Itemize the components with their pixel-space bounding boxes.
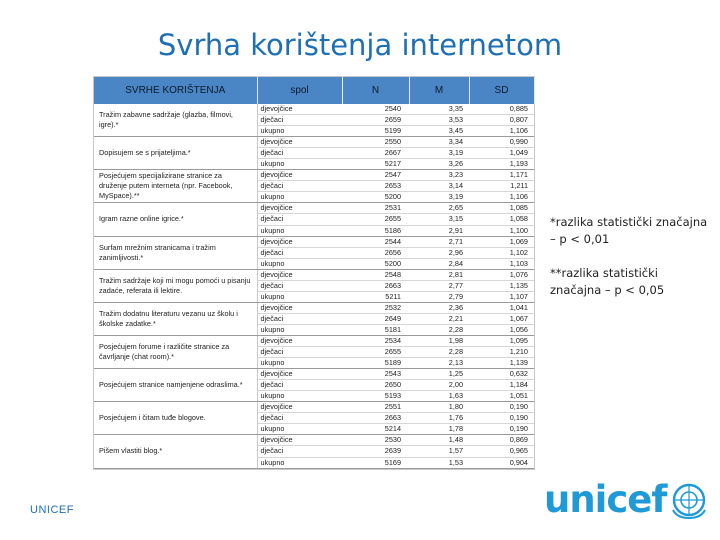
table-row (94, 435, 534, 446)
mean-cell: 2,71 (409, 236, 469, 247)
sd-cell: 1,135 (469, 280, 534, 291)
mean-cell: 1,98 (409, 335, 469, 346)
gender-cell: djevojčice (257, 236, 342, 247)
mean-cell: 1,80 (409, 402, 469, 413)
n-cell: 2548 (342, 269, 409, 280)
gender-cell: ukupno (257, 457, 342, 468)
mean-cell: 1,25 (409, 369, 469, 380)
sd-cell: 1,103 (469, 258, 534, 269)
sd-cell: 1,211 (469, 181, 534, 192)
gender-cell: ukupno (257, 126, 342, 137)
n-cell: 2649 (342, 313, 409, 324)
n-cell: 2653 (342, 181, 409, 192)
mean-cell: 1,53 (409, 457, 469, 468)
gender-cell: ukupno (257, 358, 342, 369)
mean-cell: 2,00 (409, 380, 469, 391)
purpose-label: Surfam mrežnim stranicama i tražim zanimljivosti.* (94, 236, 257, 269)
sd-cell: 1,067 (469, 313, 534, 324)
sd-cell: 1,139 (469, 358, 534, 369)
sd-cell: 1,171 (469, 170, 534, 181)
gender-cell: djevojčice (257, 269, 342, 280)
mean-cell: 3,19 (409, 192, 469, 203)
purpose-label: Dopisujem se s prijateljima.* (94, 137, 257, 170)
purpose-label: Pišem vlastiti blog.* (94, 435, 257, 468)
mean-cell: 3,35 (409, 104, 469, 115)
gender-cell: djevojčice (257, 104, 342, 115)
gender-cell: dječaci (257, 148, 342, 159)
n-cell: 5189 (342, 358, 409, 369)
gender-cell: dječaci (257, 247, 342, 258)
purpose-label: Posjećujem stranice namjenjene odraslima.* (94, 369, 257, 402)
mean-cell: 2,21 (409, 313, 469, 324)
mean-cell: 2,96 (409, 247, 469, 258)
sd-cell: 1,051 (469, 391, 534, 402)
sd-cell: 0,904 (469, 457, 534, 468)
n-cell: 5169 (342, 457, 409, 468)
mean-cell: 2,91 (409, 225, 469, 236)
table-row (94, 104, 534, 115)
table-body (94, 104, 534, 468)
sd-cell: 0,990 (469, 137, 534, 148)
gender-cell: djevojčice (257, 203, 342, 214)
gender-cell: dječaci (257, 347, 342, 358)
mean-cell: 3,53 (409, 115, 469, 126)
significance-notes (550, 214, 710, 299)
gender-cell: ukupno (257, 258, 342, 269)
gender-cell: ukupno (257, 324, 342, 335)
sd-cell: 1,069 (469, 236, 534, 247)
n-cell: 2550 (342, 137, 409, 148)
n-cell: 2551 (342, 402, 409, 413)
gender-cell: djevojčice (257, 170, 342, 181)
gender-cell: dječaci (257, 413, 342, 424)
gender-cell: djevojčice (257, 402, 342, 413)
gender-cell: dječaci (257, 214, 342, 225)
mean-cell: 3,15 (409, 214, 469, 225)
n-cell: 2639 (342, 446, 409, 457)
mean-cell: 2,28 (409, 347, 469, 358)
purpose-label: Posjećujem i čitam tuđe blogove. (94, 402, 257, 435)
purpose-label: Posjećujem specijalizirane stranice za druženje putem interneta (npr. Facebook, MySpace).** (94, 170, 257, 203)
mean-cell: 2,77 (409, 280, 469, 291)
n-cell: 5200 (342, 192, 409, 203)
gender-cell: ukupno (257, 192, 342, 203)
mean-cell: 2,65 (409, 203, 469, 214)
gender-cell: ukupno (257, 159, 342, 170)
sd-cell: 0,807 (469, 115, 534, 126)
n-cell: 2534 (342, 335, 409, 346)
logo-wordmark: unicef (544, 478, 667, 521)
gender-cell: dječaci (257, 446, 342, 457)
header-gender: spol (257, 77, 342, 104)
mean-cell: 1,76 (409, 413, 469, 424)
gender-cell: dječaci (257, 280, 342, 291)
n-cell: 2543 (342, 369, 409, 380)
n-cell: 5186 (342, 225, 409, 236)
n-cell: 5217 (342, 159, 409, 170)
note-p005: **razlika statistički značajna – p < 0,05 (550, 266, 665, 297)
mean-cell: 2,13 (409, 358, 469, 369)
sd-cell: 1,056 (469, 324, 534, 335)
gender-cell: djevojčice (257, 435, 342, 446)
sd-cell: 0,190 (469, 402, 534, 413)
table-row (94, 137, 534, 148)
table-row (94, 170, 534, 181)
table-header-row (94, 77, 534, 104)
note-p001: *razlika statistički značajna – p < 0,01 (550, 215, 708, 246)
n-cell: 2544 (342, 236, 409, 247)
sd-cell: 0,632 (469, 369, 534, 380)
gender-cell: dječaci (257, 181, 342, 192)
mean-cell: 3,14 (409, 181, 469, 192)
mean-cell: 1,63 (409, 391, 469, 402)
sd-cell: 1,100 (469, 225, 534, 236)
sd-cell: 1,193 (469, 159, 534, 170)
n-cell: 2532 (342, 302, 409, 313)
sd-cell: 1,076 (469, 269, 534, 280)
gender-cell: ukupno (257, 291, 342, 302)
header-n: N (342, 77, 409, 104)
mean-cell: 3,34 (409, 137, 469, 148)
n-cell: 2650 (342, 380, 409, 391)
table-row (94, 402, 534, 413)
n-cell: 2663 (342, 280, 409, 291)
n-cell: 5199 (342, 126, 409, 137)
n-cell: 5211 (342, 291, 409, 302)
gender-cell: dječaci (257, 380, 342, 391)
mean-cell: 1,48 (409, 435, 469, 446)
sd-cell: 1,102 (469, 247, 534, 258)
header-purpose: SVRHE KORIŠTENJA (94, 77, 257, 104)
sd-cell: 0,965 (469, 446, 534, 457)
gender-cell: djevojčice (257, 335, 342, 346)
mean-cell: 3,19 (409, 148, 469, 159)
table-row (94, 203, 534, 214)
statistics-table (94, 77, 535, 469)
gender-cell: djevojčice (257, 369, 342, 380)
table-row (94, 269, 534, 280)
statistics-table-container (93, 76, 535, 470)
mean-cell: 2,79 (409, 291, 469, 302)
n-cell: 5181 (342, 324, 409, 335)
sd-cell: 0,190 (469, 424, 534, 435)
gender-cell: djevojčice (257, 137, 342, 148)
purpose-label: Igram razne online igrice.* (94, 203, 257, 236)
n-cell: 2656 (342, 247, 409, 258)
n-cell: 2531 (342, 203, 409, 214)
sd-cell: 1,107 (469, 291, 534, 302)
footer-label: UNICEF (30, 504, 74, 516)
sd-cell: 1,041 (469, 302, 534, 313)
gender-cell: ukupno (257, 424, 342, 435)
n-cell: 5193 (342, 391, 409, 402)
gender-cell: dječaci (257, 115, 342, 126)
purpose-label: Tražim sadržaje koji mi mogu pomoći u pisanju zadaće, referata ili lektire. (94, 269, 257, 302)
gender-cell: ukupno (257, 391, 342, 402)
purpose-label: Tražim zabavne sadržaje (glazba, filmovi, igre).* (94, 104, 257, 137)
n-cell: 2547 (342, 170, 409, 181)
mean-cell: 3,23 (409, 170, 469, 181)
n-cell: 2655 (342, 214, 409, 225)
sd-cell: 1,058 (469, 214, 534, 225)
header-m: M (409, 77, 469, 104)
purpose-label: Tražim dodatnu literaturu vezanu uz školu i školske zadatke.* (94, 302, 257, 335)
mean-cell: 2,84 (409, 258, 469, 269)
mean-cell: 3,45 (409, 126, 469, 137)
mean-cell: 1,78 (409, 424, 469, 435)
header-sd: SD (469, 77, 534, 104)
mean-cell: 2,36 (409, 302, 469, 313)
table-row (94, 369, 534, 380)
gender-cell: dječaci (257, 313, 342, 324)
n-cell: 2659 (342, 115, 409, 126)
table-row (94, 335, 534, 346)
sd-cell: 0,869 (469, 435, 534, 446)
mean-cell: 2,28 (409, 324, 469, 335)
sd-cell: 1,210 (469, 347, 534, 358)
n-cell: 2667 (342, 148, 409, 159)
sd-cell: 1,095 (469, 335, 534, 346)
slide-title: Svrha korištenja internetom (157, 28, 563, 62)
gender-cell: ukupno (257, 225, 342, 236)
sd-cell: 0,885 (469, 104, 534, 115)
n-cell: 2540 (342, 104, 409, 115)
sd-cell: 0,190 (469, 413, 534, 424)
sd-cell: 1,106 (469, 126, 534, 137)
sd-cell: 1,085 (469, 203, 534, 214)
mean-cell: 2,81 (409, 269, 469, 280)
unicef-emblem-icon (669, 480, 709, 520)
unicef-logo (544, 478, 709, 522)
table-row (94, 236, 534, 247)
n-cell: 5214 (342, 424, 409, 435)
mean-cell: 1,57 (409, 446, 469, 457)
table-row (94, 302, 534, 313)
purpose-label: Posjećujem forume i različite stranice za čavrljanje (chat room).* (94, 335, 257, 368)
sd-cell: 1,106 (469, 192, 534, 203)
n-cell: 5200 (342, 258, 409, 269)
sd-cell: 1,049 (469, 148, 534, 159)
n-cell: 2530 (342, 435, 409, 446)
sd-cell: 1,184 (469, 380, 534, 391)
gender-cell: djevojčice (257, 302, 342, 313)
n-cell: 2655 (342, 347, 409, 358)
mean-cell: 3,26 (409, 159, 469, 170)
n-cell: 2663 (342, 413, 409, 424)
